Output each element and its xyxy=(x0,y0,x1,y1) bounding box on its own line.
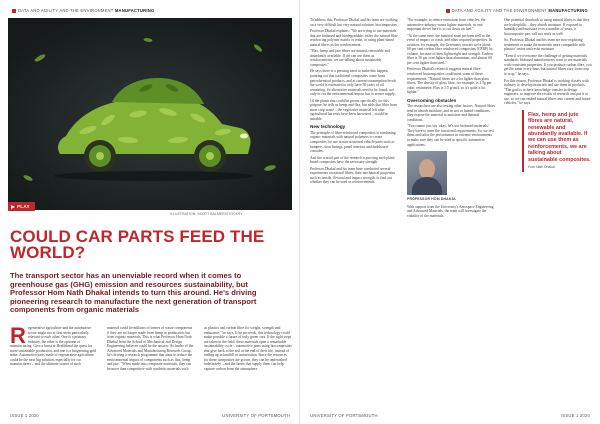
article-headline: COULD CAR PARTS FEED THE WORLD? xyxy=(10,227,265,262)
body-paragraph: And the crucial part of the research is proving such plant-based composites have the necessary strength. xyxy=(310,155,395,165)
body-paragraph: With support from the University's Aerospace Engineering and Advanced Materials, the team will investigate the viability of the materials. xyxy=(407,204,494,218)
body-paragraph: For this reason, Professor Dhakal is working closely with industry to develop materials and use them in products. "The goal is to have knowledge transfer to design engineers, to improve the results of research and put it to use, so we can embed natural fibres into current and future vehicles," he says. xyxy=(504,78,591,106)
body-column-3 xyxy=(504,18,592,406)
body-paragraph: To address this, Professor Dhakal and his team are working on a very difficult but very natural solution: biocomposites. xyxy=(310,18,398,27)
body-column-2 xyxy=(107,326,195,408)
body-paragraph: "For example, to reduce emissions from vehicles, the automotive industry wants lighter materials, so one important driver here is to cut down on fuel." xyxy=(407,18,486,32)
running-head-left: DATA AND AGILITY AND THE ENVIRONMENT MANUFACTURING xyxy=(12,8,154,13)
body-paragraph: "Flax, hemp and jute fibres are natural, renewable and abundantly available. If we can use them as reinforcements, we are talking about sustainable composites." xyxy=(310,49,390,67)
section-subhead: Overcoming obstacles xyxy=(407,97,457,103)
pull-quote-attribution: Hom Nath Dhakal xyxy=(528,165,555,170)
headshot-face xyxy=(419,159,435,179)
body-column-1 xyxy=(310,18,398,406)
folio-left-issue: ISSUE 1 2020 xyxy=(10,413,39,418)
pull-quote xyxy=(522,110,592,172)
body-paragraph: Of the plants that could be grown specifically for this purpose, he tells us hemp and flax, but adds that fibre from most crop waste – the vegetative material left after agricultural harvests have been harvested – would be suitable. xyxy=(310,98,397,121)
body-text: egenerative agriculture and the automotive sector might not at first seem particularly relevant to each other. One is a primary industry, the other is the epitome of manufacturing. Give a boost at Healthland the quest for more sustainable production, and one is a burgeoning gold mine. Automotive parts made of regenerative agriculture could be the next big solution, especially for car manufacturers – and the ultimate source of such xyxy=(10,326,97,367)
folio-right-issue: ISSUE 1 2020 xyxy=(561,413,590,418)
body-paragraph: Professor Dhakal explains: "We are trying to use materials that are biobased and biodegradable, either the natural fibre reinforcing polymer matrix or resin, or using plant-based natural fibres as the reinforcement. xyxy=(310,29,398,47)
body-paragraph: One potential drawback to using natural fibres is that they are hydrophilic – they absorb moisture. If exposed to humidity and moisture over a number of years, a biocomposite part will not work as well. xyxy=(504,18,590,36)
article-standfirst: The transport sector has an unenviable record when it comes to greenhouse gas (GHG) emission and resources sustainability, but Professor Hom Nath Dhakal intends to turn this around. He's driving pioneering research to manufacture the next generation of transport components from organic materials xyxy=(10,271,257,315)
headshot-caption: PROFESSOR HOM DHAKAL xyxy=(407,197,457,202)
body-paragraph: Professor Dhakal's research suggests natural fibre-reinforced biocomposites could meet some of these requirements. "Natural fibres are a lot lighter than glass fibres. The density of glass fibre, for example, is 2.5g per cubic centimetre. Flax is 1.5 g/cm3, so it's quite a lot lighter." xyxy=(407,67,492,95)
pull-quote-text: Flax, hemp and jute fibres are natural, renewable and abundantly available. If we can use them as reinforcements, we are talking about sustainable composites. xyxy=(528,111,591,163)
right-page xyxy=(300,0,600,424)
leaf-car-illustration xyxy=(8,18,292,210)
body-paragraph: "You cannot just say 'okay, let's use biobased materials'. They have to meet the functional requirements. So, we test them and tailor the performance in extreme environments to make sure they can be used in specific automotive applications. xyxy=(407,124,494,147)
hero-illustration xyxy=(8,18,292,210)
body-column-3 xyxy=(204,326,292,408)
body-column-1 xyxy=(10,326,98,408)
image-credit: ILLUSTRATION: SCOTT BALMER/STOCKSY xyxy=(170,212,243,216)
play-button[interactable]: PLAY xyxy=(8,202,35,211)
body-paragraph: He says there is a pressing need to make this happen, pointing out that traditional composites come from petrochemical products, and at current consumption levels the world is estimated to only have 50 years of oil remaining. So alternative materials need to be found, not only to cut the environmental impact but to secure supply. xyxy=(310,69,397,97)
body-text: material could be millions of tonnes of waste components if they are no longer made from hemp in production, but from organic materials. This is what Professor Hom Nath Dhakal from the School of Mechanical and Design Engineering believes could be the answer. As leader of the Advanced Materials and Manufacturing Research Group, he's driving a research programme that aims to reduce the environmental impact of components such as flax, hemp and jute. "When made into composite materials, they can be more than competitive with synthetic materials such xyxy=(107,326,194,371)
body-paragraph: "Even if we overcome the challenge of getting materials standards, biobased manufacturers want to see materials with consistent properties. If you produce carbon fibre, you get the same every time, but natural fibres vary from crop to crop," he says. xyxy=(504,53,592,77)
body-paragraph: So, Professor Dhakal and his team are now exploring treatments to make the materials more compatible with plastics' resins and resist moisture. xyxy=(504,38,586,52)
section-marker-icon xyxy=(446,9,450,13)
drop-cap: R xyxy=(10,326,26,348)
headshot-torso xyxy=(412,177,442,195)
section-marker-icon xyxy=(12,9,16,13)
play-icon xyxy=(11,205,15,209)
folio-right-publication: UNIVERSITY OF PORTSMOUTH xyxy=(310,413,378,418)
running-head-right: DATA AND AGILITY AND THE ENVIRONMENT MANUFACTURING xyxy=(446,8,588,13)
folio-left-publication: UNIVERSITY OF PORTSMOUTH xyxy=(222,413,290,418)
body-column-2 xyxy=(407,18,495,406)
section-subhead: New technology xyxy=(310,124,346,130)
body-paragraph: "At the same time, the material must perform well in the event of impact or crash, and other required properties. In aviation, for example, the Greenneer aircraft we're about 60 per cent carbon fibre reinforced composites (CFRP) by volume, because of their lightweight and strength. Carbon fibre is 30 per cent lighter than aluminium, and almost 60 per cent lighter than steel." xyxy=(407,33,493,65)
right-body-columns xyxy=(310,18,592,406)
body-text: as plastics and carbon fibre for weight, strength and endurance," he says. If he succeeds, this technology could make possible a future of truly green cars. If the right steps are taken in the field, these materials open a remarkable sustainability cycle – automotive parts using biocomposites that give back to the soil at the end of their life, instead of ending up in landfill or incineration. Since the resources for these composites are grown, they can be replenished indefinitely – and the farms that supply them can help capture carbon from the atmosphere. xyxy=(204,326,292,371)
left-body-columns xyxy=(10,326,292,408)
body-paragraph: The principle of fibre-reinforced composites is combining organic materials with natural polymers to create composites for use in non-structural vehicle parts such as bumpers, door linings, panel interiors and dashboard consoles. xyxy=(310,130,396,154)
body-paragraph: Professor Dhakal and his team have conducted several experiments on natural fibres, their mechanical properties such as tensile, flexural and impact strength, to find out whether they can be used as reinforcements. xyxy=(310,166,396,185)
body-paragraph: The researchers are also testing other factors. Natural fibres tend to absorb moisture, and in wet or humid conditions, they expose the material to moisture and thermal conditions. xyxy=(407,104,495,122)
author-headshot xyxy=(407,151,447,195)
